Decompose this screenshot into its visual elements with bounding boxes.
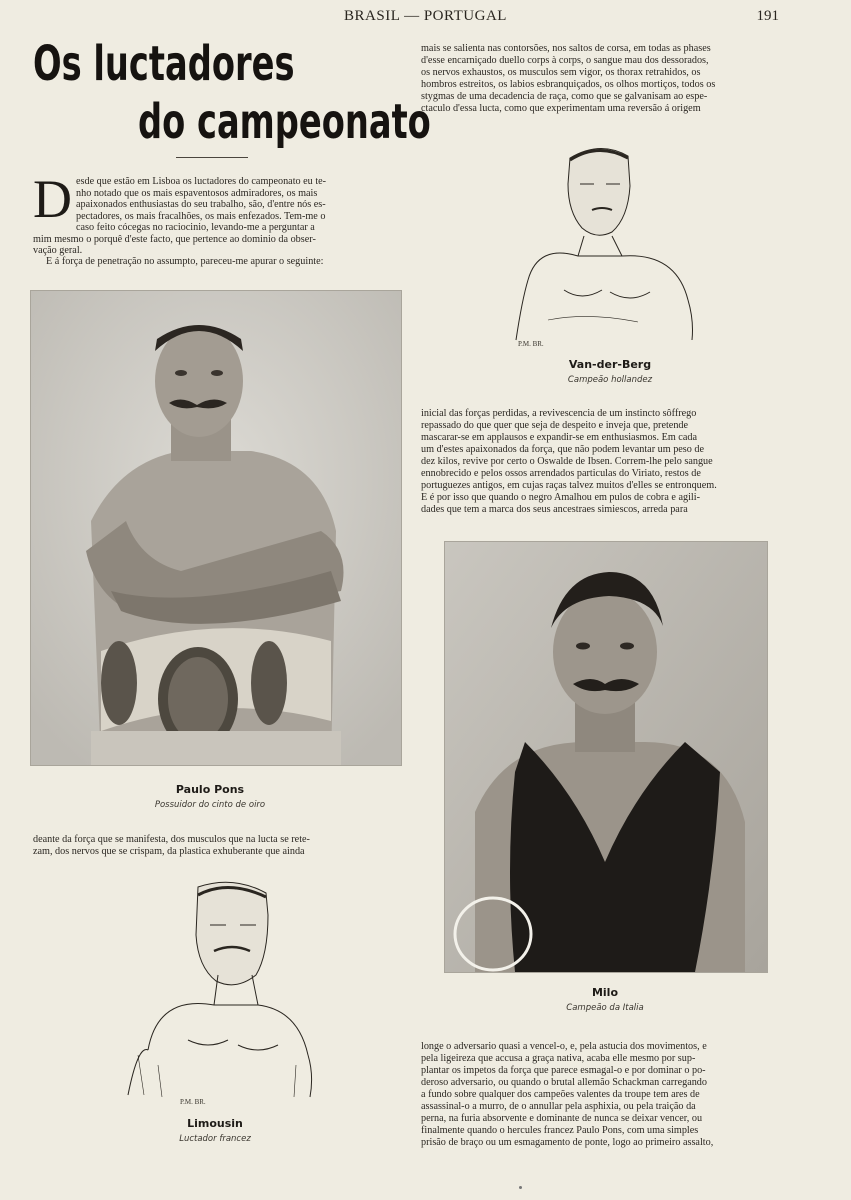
col2-bottom-line-2: pela ligeireza que accusa a graça nativa, acaba elle mesmo por sup- bbox=[421, 1053, 696, 1064]
paragraph-1-line-2: nho notado que os mais espaventosos admiradores, os mais bbox=[76, 188, 318, 199]
col2-top-line-2: d'esse encarniçado duello corps à corps, o sangue mau dos dessorados, bbox=[421, 55, 709, 66]
paragraph-2: E á força de penetração no assumpto, pareceu-me apurar o seguinte: bbox=[46, 256, 324, 267]
col2-mid-line-1: inicial das forças perdidas, a revivescencia de um instincto sôffrego bbox=[421, 408, 697, 419]
article-title-line-2: do campeonato bbox=[138, 94, 431, 150]
col2-bottom-line-3: plantar os impetos da força que parece esmagal-o e por dominar o po- bbox=[421, 1065, 706, 1076]
paragraph-1-line-6: mim mesmo o porquê d'este facto, que pertence ao dominio da obser- bbox=[33, 234, 316, 245]
limousin-sketch bbox=[118, 875, 318, 1107]
paragraph-1-line-3: apaixonados enthusiastas do seu trabalho, são, d'entre nós es- bbox=[76, 199, 326, 210]
milo-caption-subtitle: Campeão da Italia bbox=[566, 1003, 644, 1013]
col2-top-line-4: hombros estreitos, os labios esbranquiçados, os olhos mortiços, todos os bbox=[421, 79, 716, 90]
van-der-berg-caption-subtitle: Campeão hollandez bbox=[567, 375, 653, 385]
col2-mid-line-8: E é por isso que quando o negro Amalhou em pulos de cobra e agili- bbox=[421, 492, 700, 503]
limousin-signature: P.M. BR. bbox=[180, 1098, 206, 1106]
col2-bottom-line-7: perna, na furia absorvente e dominante de nunca se deixar vencer, ou bbox=[421, 1113, 703, 1124]
running-head bbox=[0, 8, 851, 28]
col2-mid-line-9: dades que tem a marca dos seus ancestraes simiescos, arreda para bbox=[421, 504, 688, 515]
col2-top-line-6: ctaculo d'essa lucta, como que experimentam uma reversão á origem bbox=[421, 103, 701, 114]
limousin-caption-subtitle: Luctador francez bbox=[179, 1134, 251, 1144]
paulo-pons-caption-subtitle: Possuidor do cinto de oiro bbox=[154, 800, 266, 810]
col2-mid-line-5: dez kilos, revive por certo o Oswalde de Ibsen. Correm-lhe pelo sangue bbox=[421, 456, 713, 467]
col2-top-line-5: stygmas de uma decadencia de raça, como que se galvanisam ao espe- bbox=[421, 91, 708, 102]
title-divider bbox=[176, 157, 248, 158]
van-der-berg-sketch bbox=[508, 140, 698, 352]
milo-photo bbox=[444, 541, 768, 973]
col2-mid-line-2: repassado do que quer que seja de despeito e inveja que, pretende bbox=[421, 420, 689, 431]
col2-mid-line-6: ennobrecido e pelos ossos arrendados particulas do Viriato, restos de bbox=[421, 468, 701, 479]
limousin-caption-name: Limousin bbox=[187, 1117, 243, 1130]
col1-bottom-line-2: zam, dos nervos que se crispam, da plastica exhuberante que ainda bbox=[33, 846, 305, 857]
paragraph-1-line-7: vação geral. bbox=[33, 245, 83, 256]
col2-bottom-line-5: a fundo sobre qualquer dos campeões valentes da troupe tem ares de bbox=[421, 1089, 700, 1100]
article-title-line-1: Os luctadores bbox=[33, 36, 295, 92]
col2-bottom-line-6: assassinal-o a murro, de o annullar pela asphixia, ou pela traição da bbox=[421, 1101, 696, 1112]
paragraph-1-line-1: esde que estão em Lisboa os luctadores do campeonato eu te- bbox=[76, 176, 327, 187]
col2-bottom-line-1: longe o adversario quasi a vencel-o, e, pela astucia dos movimentos, e bbox=[421, 1041, 707, 1052]
col2-top-line-3: os nervos exhaustos, os musculos sem vigor, os thorax retrahidos, os bbox=[421, 67, 701, 78]
running-title: BRASIL — PORTUGAL bbox=[344, 8, 507, 24]
col1-bottom-line-1: deante da força que se manifesta, dos musculos que na lucta se rete- bbox=[33, 834, 310, 845]
col2-top-line-1: mais se salienta nas contorsões, nos saltos de corsa, em todas as phases bbox=[421, 43, 711, 54]
van-der-berg-signature: P.M. BR. bbox=[518, 340, 544, 348]
col2-bottom-line-8: finalmente quando o hercules francez Paulo Pons, com uma simples bbox=[421, 1125, 699, 1136]
paragraph-1-line-5: caso feito cócegas no raciocinio, levando-me a perguntar a bbox=[76, 222, 315, 233]
col2-mid-line-3: mascarar-se em applausos e expandir-se em enthusiasmos. Em cada bbox=[421, 432, 697, 443]
col2-bottom-line-9: prisão de braço ou um esmagamento de ponte, logo ao primeiro assalto, bbox=[421, 1137, 714, 1148]
page-number: 191 bbox=[756, 8, 779, 24]
milo-caption-name: Milo bbox=[591, 986, 619, 999]
drop-cap: D bbox=[33, 169, 72, 229]
paragraph-1-line-4: pectadores, os mais fracalhões, os mais enfezados. Tem-me o bbox=[76, 211, 326, 222]
col2-mid-line-7: portuguezes antigos, em cujas raças talvez muitos d'elles se entronquem. bbox=[421, 480, 717, 491]
col2-bottom-line-4: deroso adversario, ou quando o brutal allemão Schackman carregando bbox=[421, 1077, 707, 1088]
page-mark bbox=[519, 1186, 522, 1189]
paulo-pons-photo bbox=[30, 290, 402, 766]
van-der-berg-caption-name: Van-der-Berg bbox=[568, 358, 652, 371]
paulo-pons-caption-name: Paulo Pons bbox=[175, 783, 245, 796]
col2-mid-line-4: um d'estes apaixonados da força, que não podem levantar um peso de bbox=[421, 444, 705, 455]
